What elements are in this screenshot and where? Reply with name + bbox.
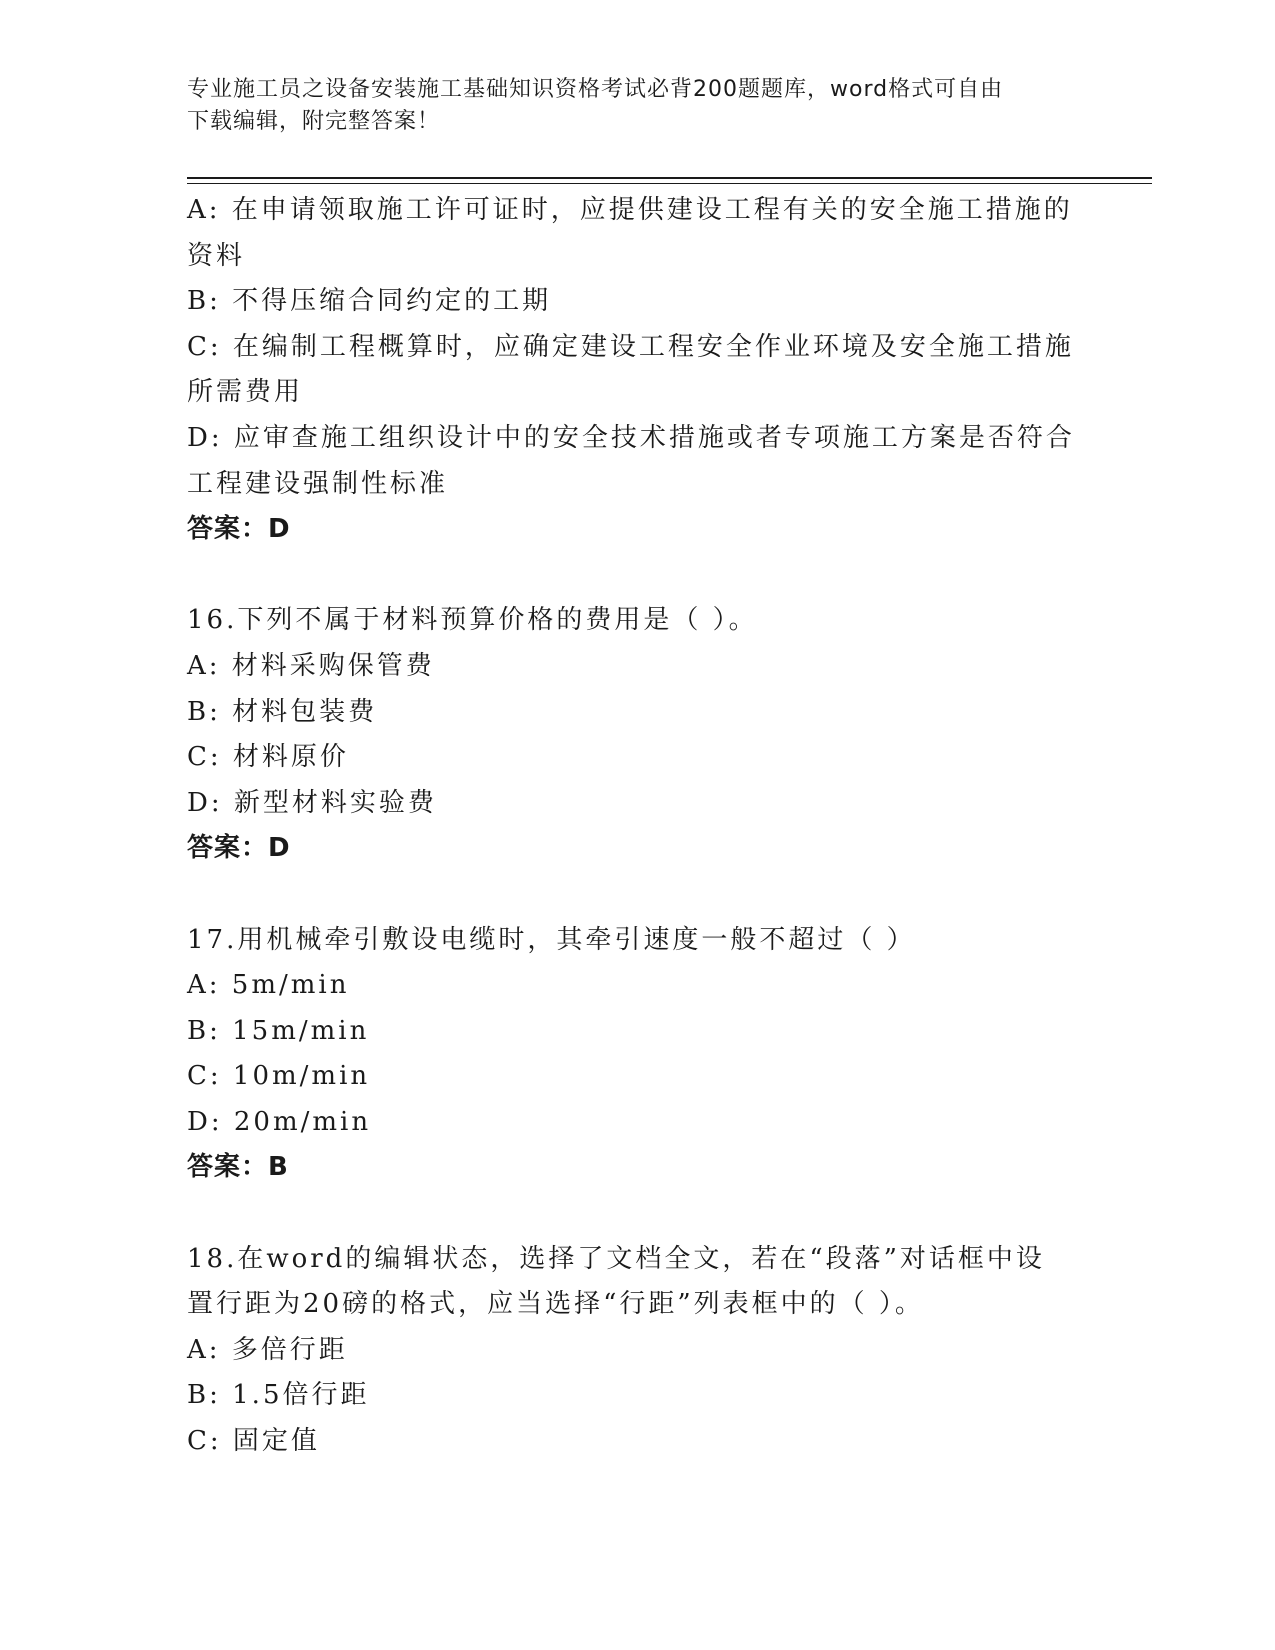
document-body bbox=[187, 188, 1087, 1465]
option-a-continued: 资料 bbox=[187, 240, 246, 271]
question-text-continued: 置行距为20磅的格式，应当选择“行距”列表框中的（ ）。 bbox=[187, 1289, 924, 1320]
option-d: D: 应审查施工组织设计中的安全技术措施或者专项施工方案是否符合 bbox=[187, 422, 1075, 453]
header-line-2: 下载编辑，附完整答案！ bbox=[187, 109, 441, 134]
header-divider-thick bbox=[187, 177, 1152, 179]
option-b: B: 1.5倍行距 bbox=[187, 1380, 370, 1411]
option-c: C: 固定值 bbox=[187, 1426, 320, 1457]
option-a: A: 材料采购保管费 bbox=[187, 650, 435, 681]
option-c: C: 材料原价 bbox=[187, 742, 349, 773]
spacer bbox=[187, 1191, 1087, 1237]
option-a: A: 在申请领取施工许可证时，应提供建设工程有关的安全施工措施的 bbox=[187, 195, 1073, 225]
question-text: 16.下列不属于材料预算价格的费用是（ ）。 bbox=[187, 605, 758, 636]
answer-line: 答案：D bbox=[187, 514, 291, 545]
question-17 bbox=[187, 918, 1087, 1192]
spacer bbox=[187, 872, 1087, 918]
answer-line: 答案：B bbox=[187, 1152, 289, 1183]
option-d: D: 新型材料实验费 bbox=[187, 787, 437, 818]
option-c: C: 10m/min bbox=[187, 1061, 371, 1092]
option-b: B: 15m/min bbox=[187, 1015, 370, 1046]
header-line-1: 专业施工员之设备安装施工基础知识资格考试必背200题题库，word格式可自由 bbox=[187, 77, 1004, 102]
question-18 bbox=[187, 1237, 1087, 1465]
header-divider-thin bbox=[187, 183, 1152, 184]
question-text: 17.用机械牵引敷设电缆时，其牵引速度一般不超过（ ） bbox=[187, 924, 916, 955]
answer-line: 答案：D bbox=[187, 833, 291, 864]
option-a: A: 多倍行距 bbox=[187, 1334, 348, 1365]
option-c-continued: 所需费用 bbox=[187, 377, 304, 408]
question-16 bbox=[187, 598, 1087, 872]
question-text: 18.在word的编辑状态，选择了文档全文，若在“段落”对话框中设 bbox=[187, 1243, 1045, 1274]
spacer bbox=[187, 553, 1087, 599]
option-d: D: 20m/min bbox=[187, 1106, 372, 1137]
document-header bbox=[187, 74, 1067, 138]
option-b: B: 材料包装费 bbox=[187, 696, 378, 727]
option-d-continued: 工程建设强制性标准 bbox=[187, 468, 449, 499]
option-b: B: 不得压缩合同约定的工期 bbox=[187, 286, 552, 317]
option-a: A: 5m/min bbox=[187, 970, 350, 1001]
question-15-options bbox=[187, 188, 1087, 553]
option-c: C: 在编制工程概算时，应确定建设工程安全作业环境及安全施工措施 bbox=[187, 331, 1074, 362]
